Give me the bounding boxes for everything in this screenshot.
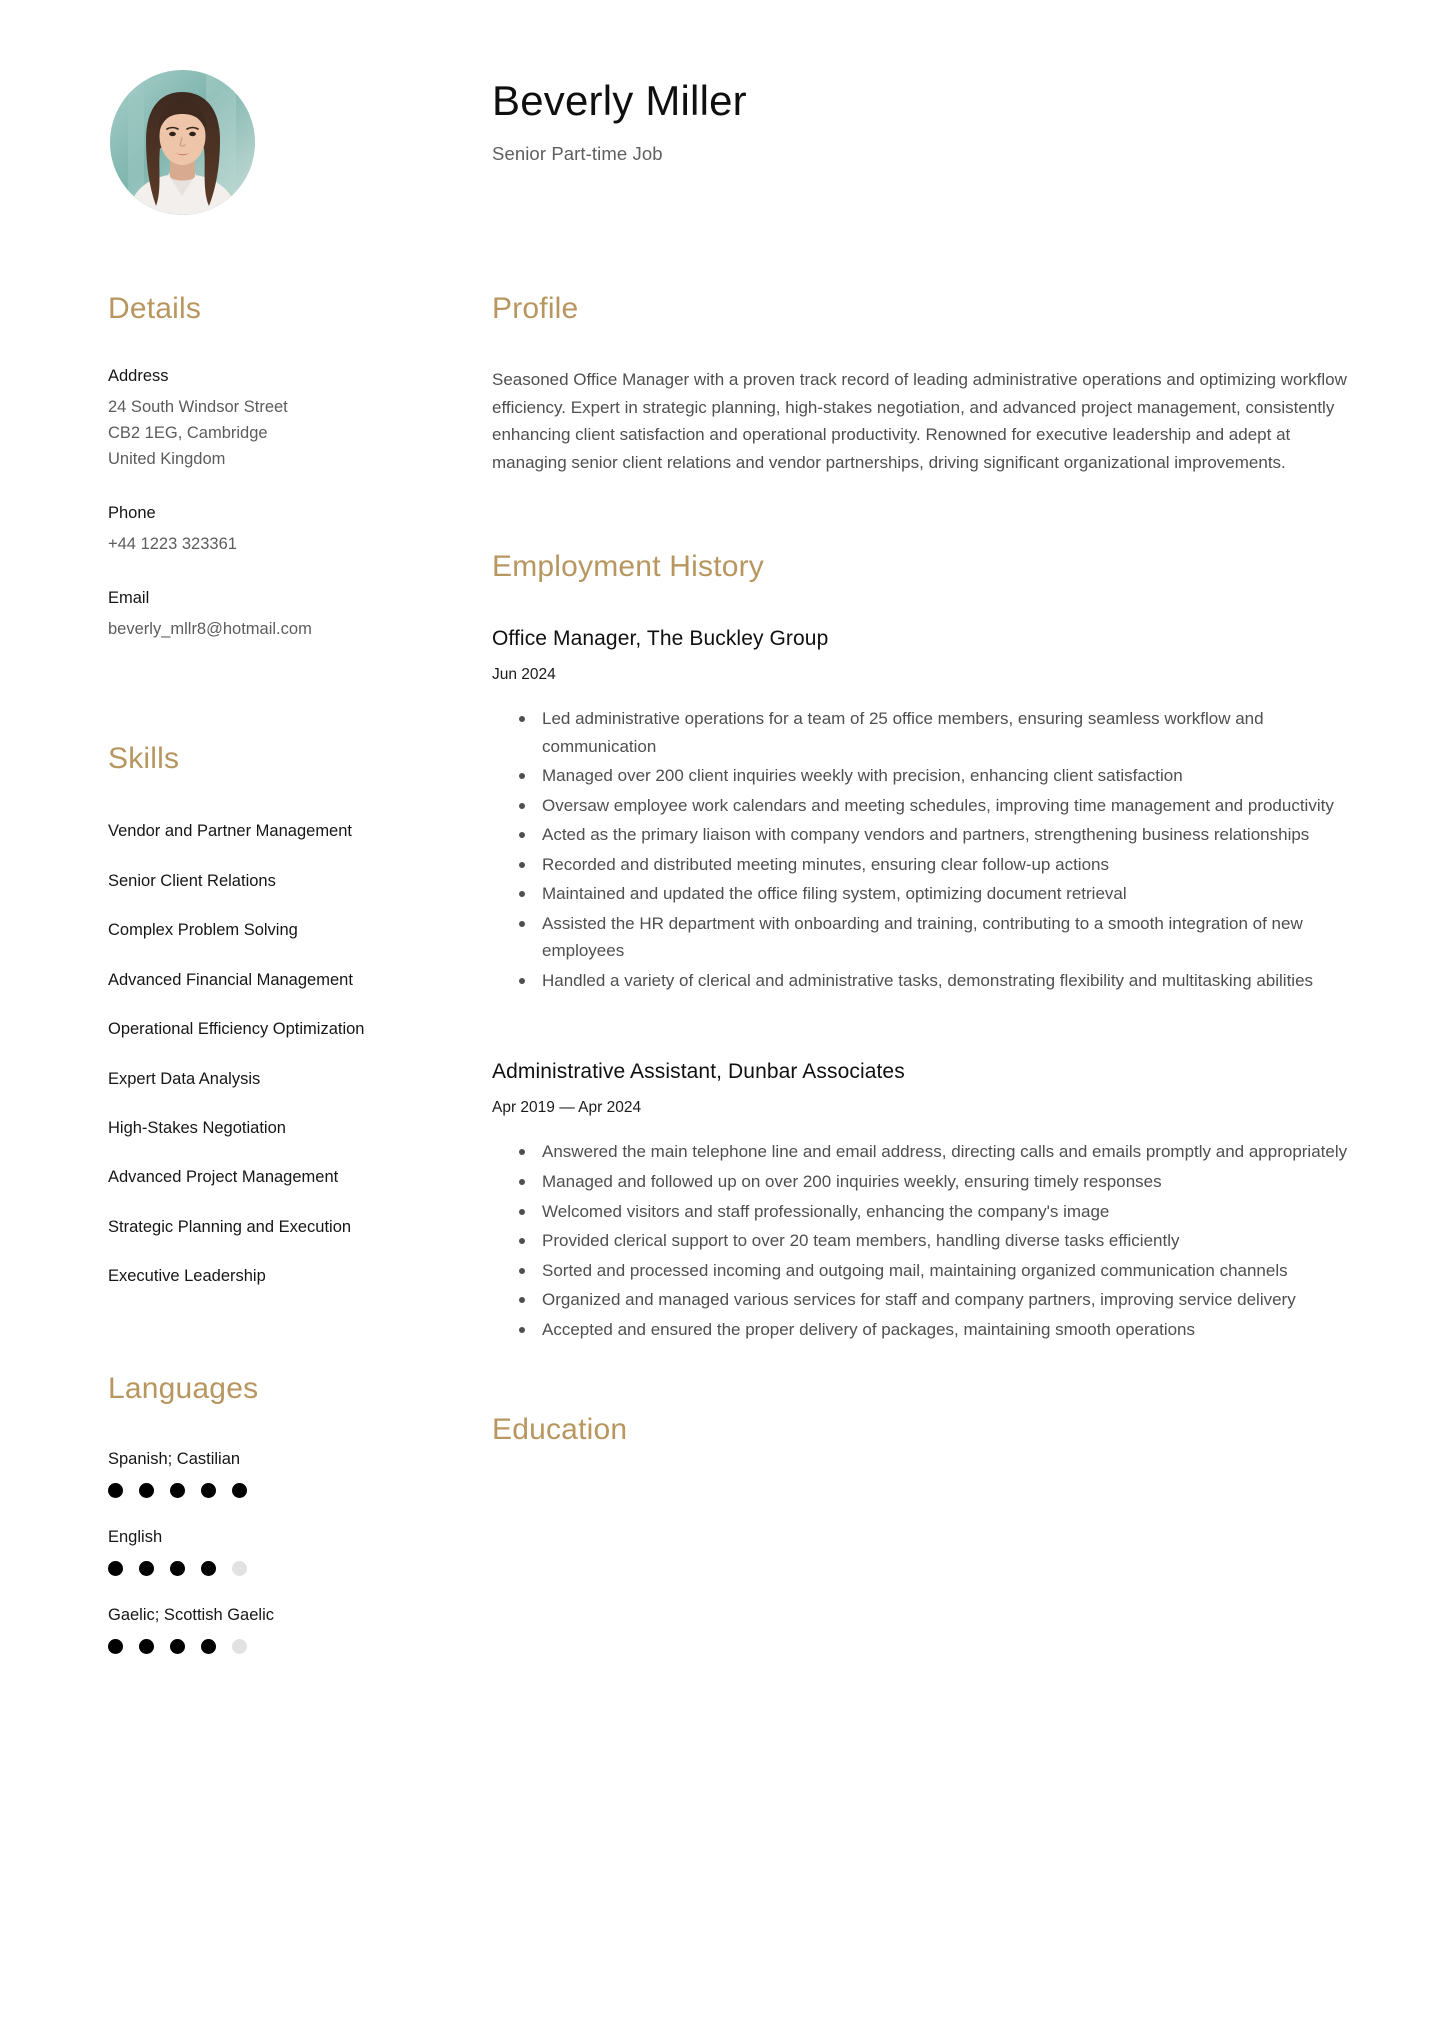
level-dot-filled [139,1561,154,1576]
section-title-skills: Skills [108,742,180,776]
main-content [492,292,1352,1446]
detail-value-address-line1: 24 South Windsor Street [108,398,288,416]
employment-heading: Office Manager, The Buckley Group [492,627,829,651]
list-item: Managed over 200 client inquiries weekly with precision, enhancing client satisfaction [542,762,1352,790]
level-dot-filled [108,1639,123,1654]
level-dot-filled [139,1639,154,1654]
skill-item: Vendor and Partner Management [108,822,352,841]
list-item: Provided clerical support to over 20 team members, handling diverse tasks efficiently [542,1227,1352,1255]
list-item: Oversaw employee work calendars and meeting schedules, improving time management and productivity [542,792,1352,820]
section-title-education: Education [492,1413,628,1447]
section-title-languages: Languages [108,1371,259,1405]
profile-text: Seasoned Office Manager with a proven track record of leading administrative operations and optimizing workflow efficiency. Expert in strategic planning, high-stakes negotiation, and advanced project management, consistently enhancing client satisfaction and operational productivity. Renowned for executive leadership and adept at managing senior client relations and vendor partnerships, driving significant organizational improvements. [492,370,1347,472]
employment-bullets [492,705,1352,994]
skill-item: Complex Problem Solving [108,921,298,940]
detail-label-phone: Phone [108,503,156,522]
list-item: Recorded and distributed meeting minutes, ensuring clear follow-up actions [542,851,1352,879]
level-dot-filled [201,1483,216,1498]
list-item: Led administrative operations for a team of 25 office members, ensuring seamless workflow and communication [542,705,1352,760]
level-dot-empty [232,1561,247,1576]
detail-label-address: Address [108,367,169,385]
language-level-dots [108,1561,396,1576]
level-dot-filled [108,1483,123,1498]
section-title-employment: Employment History [492,550,765,584]
level-dot-filled [232,1483,247,1498]
level-dot-empty [232,1639,247,1654]
level-dot-filled [170,1639,185,1654]
skill-item: Strategic Planning and Execution [108,1217,352,1236]
level-dot-filled [201,1639,216,1654]
list-item: Acted as the primary liaison with company vendors and partners, strengthening business relationships [542,821,1352,849]
skill-item: Expert Data Analysis [108,1069,261,1088]
section-languages [108,1372,396,1654]
employment-entry [492,627,1352,994]
language-level-dots [108,1639,396,1654]
list-item: Answered the main telephone line and email address, directing calls and emails promptly and appropriately [542,1138,1352,1166]
detail-value-address-line2: CB2 1EG, Cambridge [108,423,268,442]
skill-item: Advanced Financial Management [108,970,353,989]
level-dot-filled [108,1561,123,1576]
page-title: Beverly Miller [492,77,747,124]
list-item [108,1528,396,1576]
skill-item: High-Stakes Negotiation [108,1118,286,1137]
list-item: Sorted and processed incoming and outgoing mail, maintaining organized communication channels [542,1257,1352,1285]
employment-heading: Administrative Assistant, Dunbar Associates [492,1060,905,1084]
list-item: Welcomed visitors and staff professionally, enhancing the company's image [542,1198,1352,1226]
section-title-details: Details [108,292,202,325]
skill-item: Advanced Project Management [108,1168,339,1187]
detail-block-address [108,367,396,473]
detail-value-phone[interactable]: +44 1223 323361 [108,534,237,553]
employment-dates: Jun 2024 [492,666,556,684]
section-education [492,1413,1352,1446]
section-employment-history [492,550,1352,1343]
name-block [492,78,747,165]
language-name: English [108,1527,163,1546]
list-item: Organized and managed various services for staff and company partners, improving service delivery [542,1286,1352,1314]
section-title-profile: Profile [492,292,579,325]
job-title: Senior Part-time Job [492,143,663,165]
language-name: Gaelic; Scottish Gaelic [108,1605,274,1624]
list-item [108,1450,396,1498]
skill-item: Executive Leadership [108,1267,266,1286]
skill-item: Senior Client Relations [108,871,276,890]
list-item: Maintained and updated the office filing system, optimizing document retrieval [542,880,1352,908]
language-name: Spanish; Castilian [108,1449,241,1468]
list-item: Managed and followed up on over 200 inquiries weekly, ensuring timely responses [542,1168,1352,1196]
level-dot-filled [139,1483,154,1498]
detail-block-email [108,589,396,643]
list-item: Assisted the HR department with onboarding and training, contributing to a smooth integration of new employees [542,910,1352,965]
detail-value-email[interactable]: beverly_mllr8@hotmail.com [108,619,312,638]
detail-block-phone [108,504,396,558]
avatar [110,70,255,215]
skill-item: Operational Efficiency Optimization [108,1020,365,1039]
resume-header [0,0,1440,290]
list-item: Handled a variety of clerical and administrative tasks, demonstrating flexibility and multitasking abilities [542,967,1352,995]
languages-list [108,1450,396,1654]
level-dot-filled [170,1561,185,1576]
section-details [108,292,396,642]
level-dot-filled [170,1483,185,1498]
employment-bullets [492,1138,1352,1343]
detail-value-address-line3: United Kingdom [108,449,226,468]
details-list [108,367,396,642]
language-level-dots [108,1483,396,1498]
skills-list [108,820,396,1288]
list-item [108,1606,396,1654]
detail-label-email: Email [108,588,150,607]
list-item: Accepted and ensured the proper delivery of packages, maintaining smooth operations [542,1316,1352,1344]
employment-entry [492,1060,1352,1343]
employment-dates: Apr 2019 — Apr 2024 [492,1099,642,1117]
section-profile [492,292,1352,476]
sidebar [108,292,396,1654]
level-dot-filled [201,1561,216,1576]
section-skills [108,742,396,1288]
